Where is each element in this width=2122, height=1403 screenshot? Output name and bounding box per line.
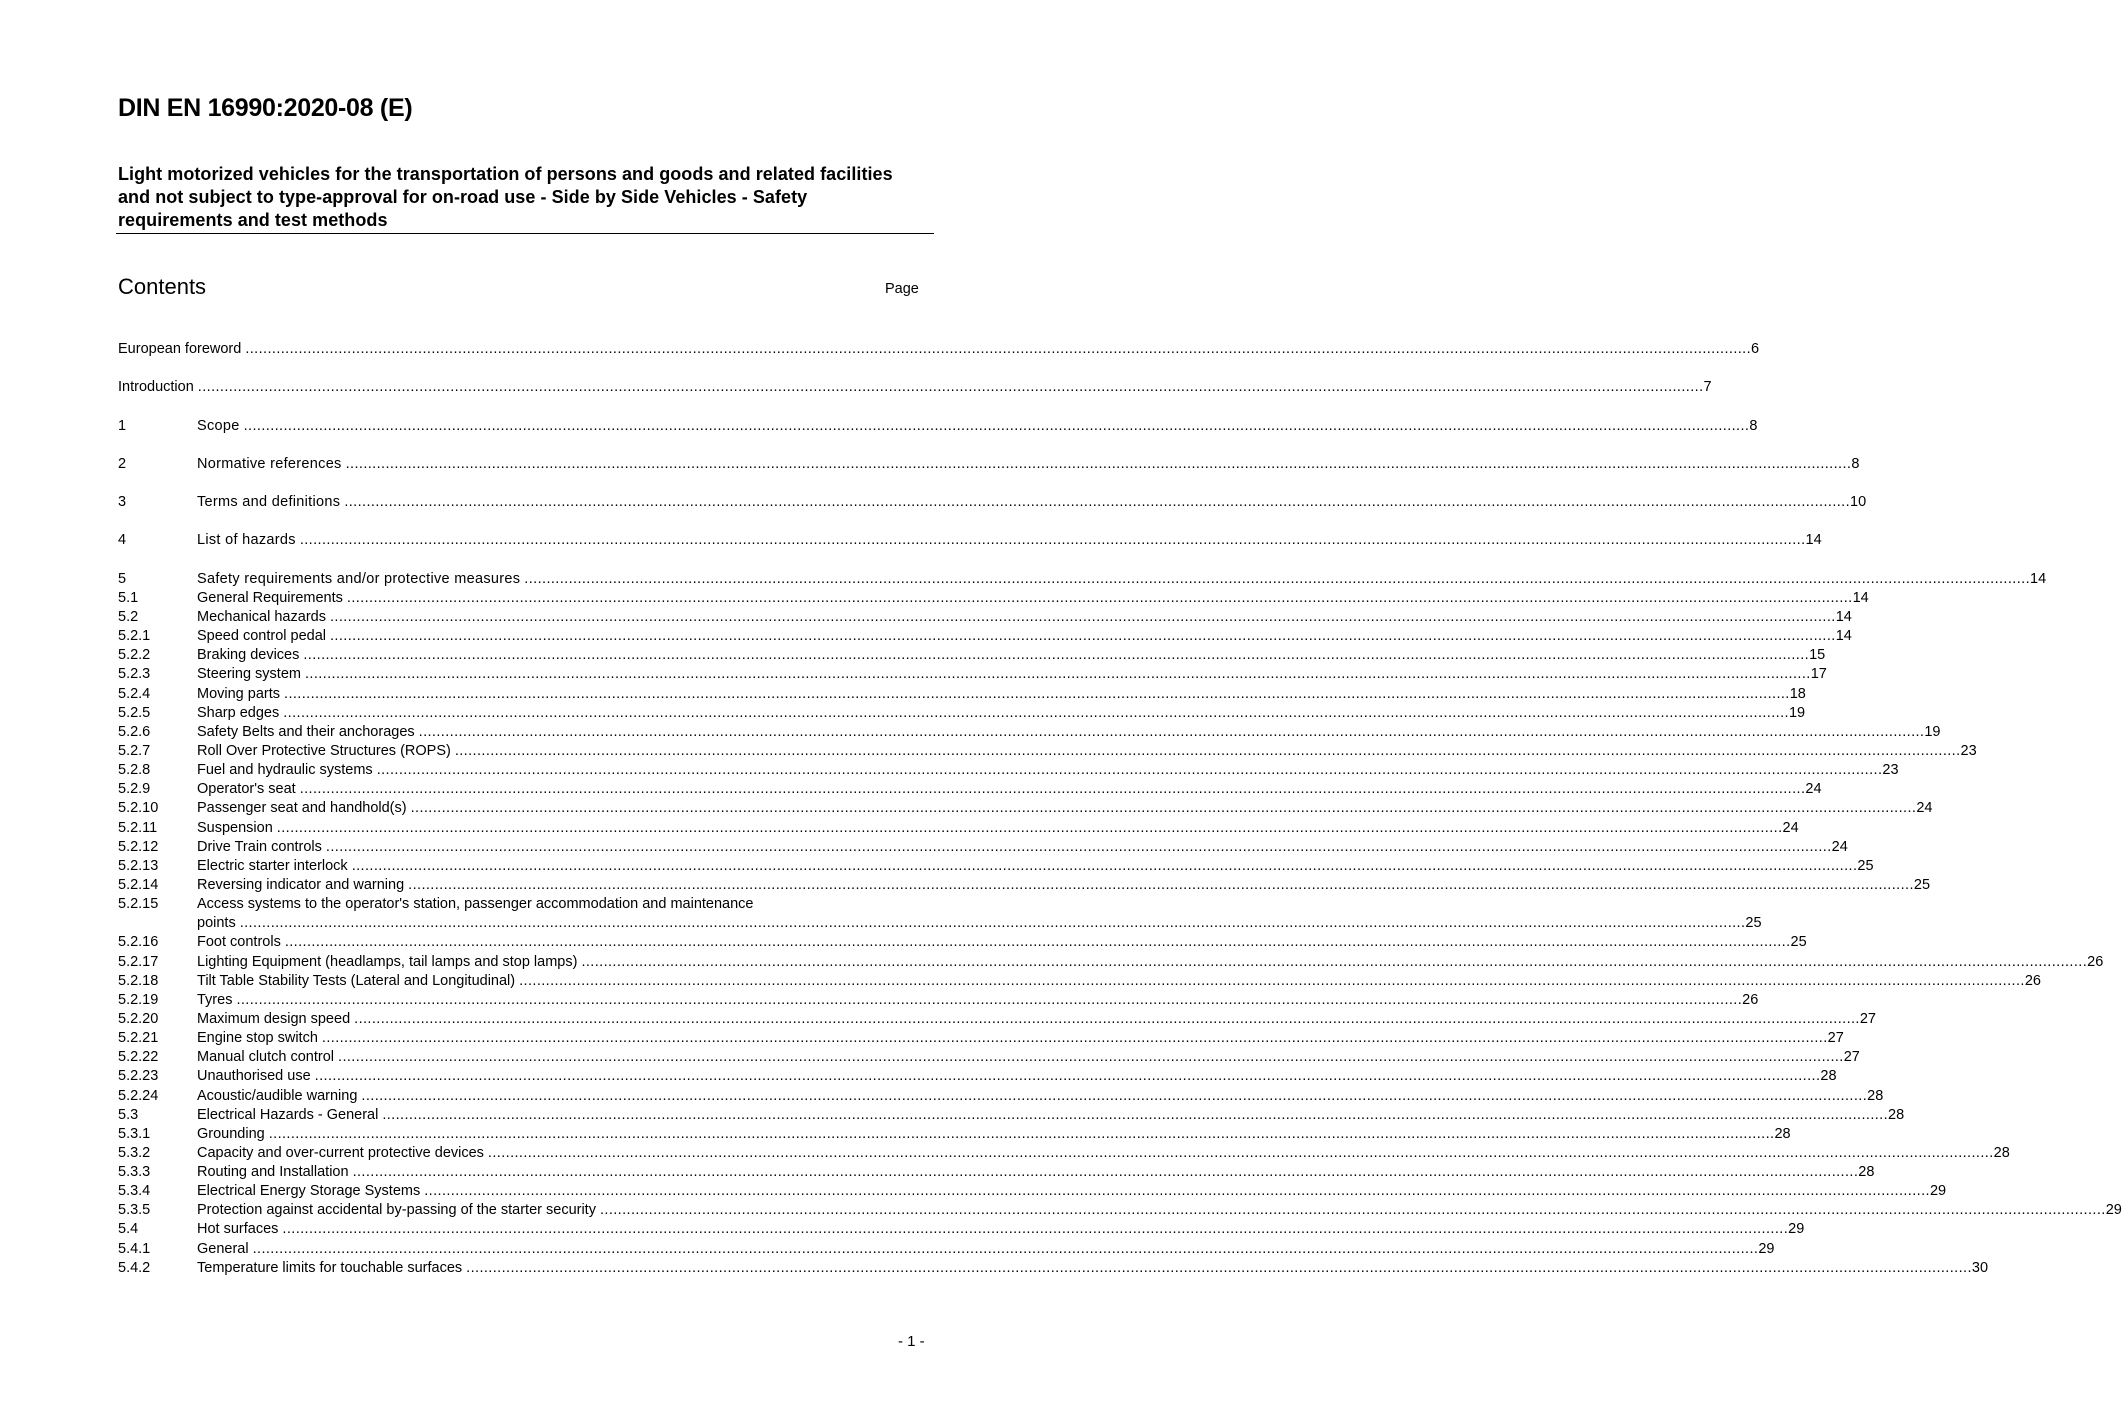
toc-entry[interactable] [118,1144,2010,1163]
toc-entry-title: Suspension [197,819,273,836]
toc-entry-continuation [197,914,1762,933]
toc-entry-number: 5.2.21 [118,1030,159,1047]
toc-entry-number: 5.3 [118,1106,139,1123]
toc-entry-title: Protection against accidental by-passing of the starter security [197,1202,596,1219]
page-number: - 1 - [898,1333,925,1350]
toc-entry-page: 14 [1835,628,1852,645]
toc-dot-leader [244,417,1750,436]
toc-entry-title: Electrical Energy Storage Systems [197,1183,421,1200]
toc-entry-number: 5.2.15 [118,896,159,913]
toc-entry-title: Moving parts [197,685,281,702]
document-id: DIN EN 16990:2020-08 (E) [118,94,413,122]
toc-entry[interactable] [118,627,1852,646]
toc-entry-title: Access systems to the operator's station, passenger accommodation and maintenance [197,896,754,913]
toc-dot-leader [315,1067,1821,1086]
toc-entry-page: 6 [1751,341,1760,357]
toc-entry-page: 28 [1867,1087,1884,1104]
toc-entry-page: 28 [1993,1144,2010,1161]
toc-entry-title: Grounding [197,1125,265,1142]
toc-entry-number: 5.2.23 [118,1068,159,1085]
toc-entry-number: 5.3.4 [118,1183,151,1200]
toc-entry-number: 5.3.1 [118,1125,151,1142]
toc-dot-leader [245,340,1751,359]
toc-entry-page: 8 [1851,455,1860,472]
toc-dot-leader [424,1182,1930,1201]
toc-entry[interactable] [118,819,1799,838]
toc-entry-title: Passenger seat and handhold(s) [197,800,407,817]
toc-dot-leader [581,953,2087,972]
document-title: Light motorized vehicles for the transportation of persons and goods and related facilities and not subject to type-approval for on-road use - Side by Side Vehicles - Safety requirements and test methods [118,164,893,230]
toc-entry-number: 5.2.16 [118,934,159,951]
toc-entry[interactable] [118,953,2104,972]
toc-entry[interactable] [118,1220,1805,1239]
toc-entry-title: Acoustic/audible warning [197,1087,358,1104]
toc-dot-leader [269,1125,1775,1144]
toc-entry-title: General [197,1240,249,1257]
toc-entry-page: 24 [1805,781,1822,798]
toc-entry-title: Tilt Table Stability Tests (Lateral and Longitudinal) [197,972,516,989]
toc-entry-title: Hot surfaces [197,1221,279,1238]
toc-entry-title: Operator's seat [197,781,296,798]
toc-entry-page: 23 [1882,762,1899,779]
page-column-heading: Page [885,281,919,297]
toc-dot-leader [361,1087,1867,1106]
toc-entry-title: European foreword [118,341,242,357]
toc-entry-title: Temperature limits for touchable surfaces [197,1259,463,1276]
toc-entry-number: 5.2.2 [118,647,151,664]
toc-entry-page: 29 [1758,1240,1775,1257]
title-rule [116,233,934,234]
toc-entry-number: 4 [118,532,127,549]
toc-entry[interactable] [118,570,2047,589]
toc-entry-page: 25 [1745,915,1762,932]
toc-entry-number: 5.2.12 [118,838,159,855]
toc-entry-title: Maximum design speed [197,1010,351,1027]
toc-entry-number: 5 [118,570,127,587]
toc-dot-leader [330,608,1836,627]
toc-entry-page: 27 [1843,1049,1860,1066]
toc-entry-title-continued: points [197,915,236,932]
toc-dot-leader [300,780,1806,799]
toc-entry-title: List of hazards [197,532,296,549]
toc-entry-page: 14 [1852,589,1869,606]
toc-dot-leader [411,799,1917,818]
toc-entry-page: 27 [1859,1010,1876,1027]
toc-dot-leader [305,665,1811,684]
toc-entry-title: Introduction [118,379,194,396]
toc-dot-leader [236,991,1742,1010]
toc-entry-page: 17 [1810,666,1827,683]
toc-entry-title: Fuel and hydraulic systems [197,762,373,779]
toc-dot-leader [282,1220,1788,1239]
toc-entry-page: 28 [1820,1068,1837,1085]
toc-dot-leader [338,1048,1844,1067]
toc-entry-number: 5.2.18 [118,972,159,989]
toc-entry-page: 24 [1916,800,1933,817]
toc-entry-number: 5.2 [118,608,139,625]
toc-entry-title: General Requirements [197,589,343,606]
toc-entry-page: 25 [1790,934,1807,951]
toc-entry[interactable] [118,608,1852,627]
toc-entry-title: Braking devices [197,647,300,664]
toc-dot-leader [377,761,1883,780]
toc-entry-number: 5.2.3 [118,666,151,683]
toc-dot-leader [382,1106,1888,1125]
toc-entry[interactable] [118,1240,1775,1259]
toc-dot-leader [330,627,1836,646]
toc-entry-page: 26 [2024,972,2041,989]
toc-entry-page: 28 [1858,1164,1875,1181]
toc-entry[interactable] [118,531,1822,550]
toc-entry-title: Safety requirements and/or protective measures [197,570,521,587]
toc-entry[interactable] [118,493,1867,512]
toc-entry-title: Steering system [197,666,301,683]
toc-dot-leader [352,857,1858,876]
toc-entry-number: 5.3.3 [118,1164,151,1181]
toc-entry-title: Capacity and over-current protective devices [197,1144,484,1161]
toc-entry-number: 2 [118,455,127,472]
toc-entry[interactable] [118,1106,1905,1125]
toc-entry-number: 5.2.13 [118,857,159,874]
toc-entry[interactable] [118,761,1899,780]
toc-entry[interactable] [118,1048,1860,1067]
toc-entry[interactable] [118,799,1933,818]
toc-dot-leader [347,589,1853,608]
toc-entry-number: 5.2.5 [118,704,151,721]
toc-entry[interactable] [118,1259,1989,1278]
toc-entry[interactable] [118,1201,2122,1220]
toc-dot-leader [284,685,1790,704]
toc-entry-title: Tyres [197,991,233,1008]
toc-entry-title: Electric starter interlock [197,857,348,874]
table-of-contents [118,340,2122,1278]
toc-entry[interactable] [118,704,1806,723]
toc-entry[interactable] [118,589,1869,608]
toc-entry-title: Mechanical hazards [197,608,326,625]
toc-dot-leader [322,1029,1828,1048]
toc-dot-leader [303,646,1809,665]
toc-entry-page: 23 [1960,742,1977,759]
toc-entry-number: 5.2.8 [118,762,151,779]
toc-entry[interactable] [118,933,1807,952]
toc-entry-title: Speed control pedal [197,628,326,645]
toc-entry-page: 29 [2105,1202,2122,1219]
toc-entry[interactable] [118,340,1760,359]
toc-entry-page: 25 [1857,857,1874,874]
toc-entry[interactable] [118,1067,1837,1086]
toc-entry-page: 27 [1827,1030,1844,1047]
toc-entry-number: 5.2.19 [118,991,159,1008]
toc-entry-page: 30 [1971,1259,1989,1276]
toc-entry[interactable] [118,455,1860,474]
toc-entry[interactable] [118,838,1848,857]
toc-entry-page: 24 [1782,819,1799,836]
toc-entry-title: Drive Train controls [197,838,322,855]
toc-dot-leader [344,493,1850,512]
toc-dot-leader [285,933,1791,952]
toc-dot-leader [354,1010,1860,1029]
toc-entry[interactable] [118,895,1762,933]
toc-entry-number: 5.3.5 [118,1202,151,1219]
toc-dot-leader [198,378,1704,397]
toc-entry-title: Roll Over Protective Structures (ROPS) [197,742,451,759]
toc-entry-page: 25 [1913,876,1931,893]
toc-entry-number: 5.4 [118,1221,139,1238]
toc-entry-page: 10 [1850,494,1867,511]
toc-dot-leader [455,742,1961,761]
toc-entry[interactable] [118,1163,1875,1182]
toc-entry-number: 1 [118,417,127,434]
toc-entry-number: 5.2.6 [118,723,151,740]
toc-entry-number: 5.2.22 [118,1049,159,1066]
toc-entry-page: 29 [1788,1221,1805,1238]
toc-entry[interactable] [118,1125,1791,1144]
contents-heading: Contents [118,274,207,299]
toc-entry-page: 19 [1788,704,1806,721]
toc-entry-number: 5.1 [118,589,139,606]
toc-entry-page: 7 [1703,379,1712,396]
toc-entry-title: Sharp edges [197,704,280,721]
toc-entry-page: 26 [2087,953,2104,970]
toc-dot-leader [408,876,1914,895]
toc-entry-number: 5.4.1 [118,1240,151,1257]
toc-entry[interactable] [118,1029,1844,1048]
toc-entry[interactable] [118,665,1827,684]
toc-entry-number: 5.2.1 [118,628,151,645]
toc-entry[interactable] [118,780,1822,799]
toc-entry-page: 14 [1805,532,1822,549]
toc-dot-leader [240,914,1746,933]
toc-entry-title: Foot controls [197,934,281,951]
toc-entry[interactable] [118,378,1712,397]
toc-entry[interactable] [118,1010,1876,1029]
toc-entry-page: 28 [1774,1125,1791,1142]
toc-entry-number: 5.4.2 [118,1259,151,1276]
toc-entry-title: Safety Belts and their anchorages [197,723,415,740]
toc-dot-leader [326,838,1832,857]
toc-entry-page: 14 [2030,570,2047,587]
toc-entry[interactable] [118,417,1758,436]
toc-entry-page: 15 [1809,647,1826,664]
toc-entry-page: 8 [1749,417,1758,434]
toc-entry-title: Manual clutch control [197,1049,335,1066]
toc-entry[interactable] [118,646,1826,665]
toc-entry-title: Engine stop switch [197,1030,318,1047]
toc-entry-page: 18 [1789,685,1806,702]
toc-dot-leader [600,1201,2106,1220]
toc-entry[interactable] [118,857,1874,876]
toc-dot-leader [277,819,1783,838]
toc-entry-title: Normative references [197,455,342,472]
toc-entry-number: 5.2.10 [118,800,159,817]
toc-entry-number: 5.2.9 [118,781,151,798]
toc-entry[interactable] [118,1182,1947,1201]
toc-entry-title: Reversing indicator and warning [197,876,405,893]
toc-dot-leader [253,1240,1759,1259]
toc-dot-leader [488,1144,1994,1163]
toc-dot-leader [519,972,2025,991]
toc-entry-number: 5.2.4 [118,685,151,702]
toc-entry-page: 28 [1888,1106,1905,1123]
toc-dot-leader [466,1259,1972,1278]
toc-dot-leader [524,570,2030,589]
toc-entry-title: Unauthorised use [197,1068,311,1085]
toc-entry-number: 5.2.20 [118,1010,159,1027]
toc-entry[interactable] [118,685,1806,704]
toc-entry-title: Terms and definitions [197,494,341,511]
toc-entry-title: Routing and Installation [197,1164,349,1181]
toc-entry-number: 5.2.11 [118,819,158,836]
toc-entry-page: 26 [1742,991,1759,1008]
toc-dot-leader [353,1163,1859,1182]
toc-entry[interactable] [118,723,1941,742]
toc-entry-number: 5.2.24 [118,1087,159,1104]
toc-entry-title: Scope [197,417,240,434]
toc-dot-leader [300,531,1806,550]
toc-entry-page: 14 [1835,608,1852,625]
toc-entry-number: 3 [118,494,127,511]
toc-dot-leader [419,723,1925,742]
toc-entry-number: 5.2.14 [118,876,159,893]
toc-entry[interactable] [118,991,1759,1010]
toc-entry-number: 5.2.17 [118,953,159,970]
toc-entry-title: Lighting Equipment (headlamps, tail lamps and stop lamps) [197,953,578,970]
toc-entry[interactable] [118,876,1931,895]
toc-entry[interactable] [118,742,1977,761]
toc-entry-number: 5.2.7 [118,742,151,759]
toc-entry-page: 19 [1924,723,1941,740]
toc-entry[interactable] [118,972,2041,991]
toc-entry-number: 5.3.2 [118,1144,151,1161]
toc-dot-leader [283,704,1789,723]
toc-entry-page: 29 [1929,1183,1947,1200]
toc-entry-page: 24 [1831,838,1848,855]
toc-dot-leader [346,455,1852,474]
toc-entry[interactable] [118,1087,1884,1106]
toc-entry-title: Electrical Hazards - General [197,1106,379,1123]
